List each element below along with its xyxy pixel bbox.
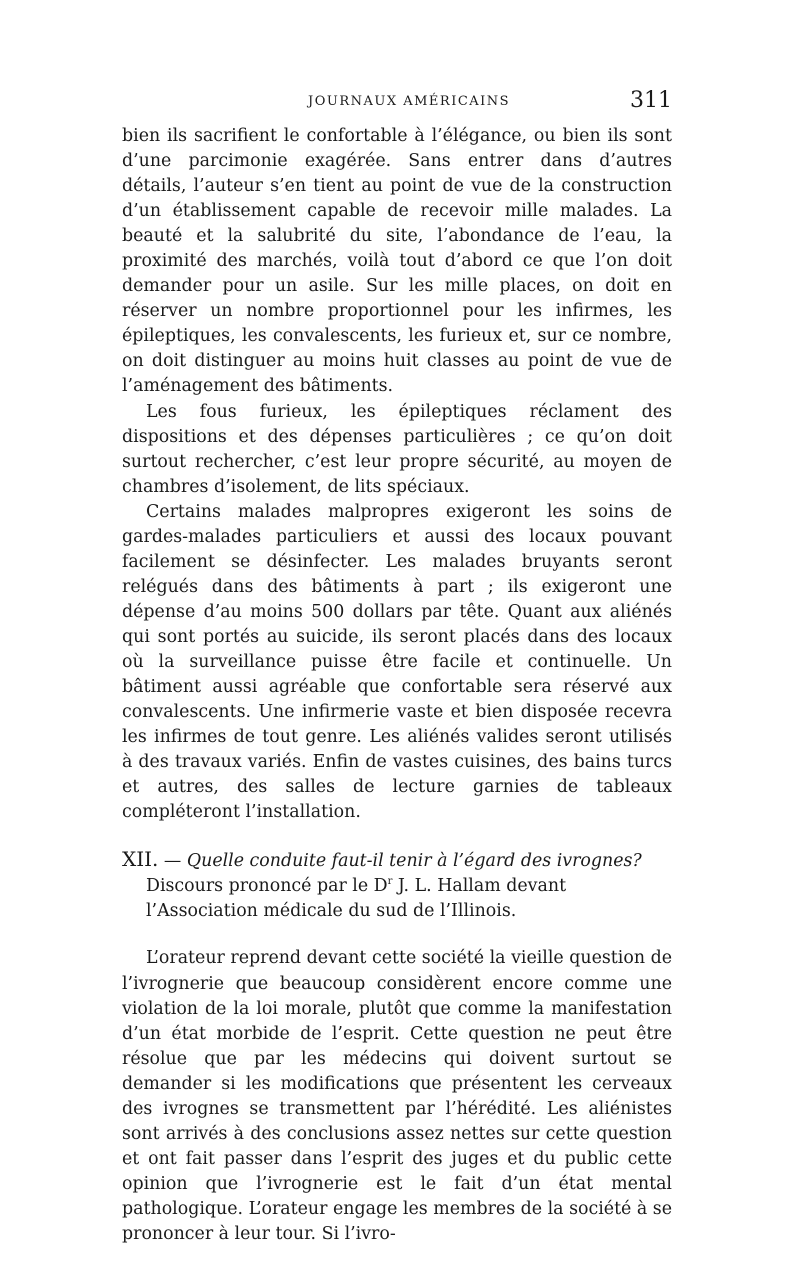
section-source: [122, 874, 672, 924]
section-spacer: [122, 924, 672, 946]
paragraph-drunkenness: L’orateur reprend devant cette société la vieille question de l’ivrognerie que beaucoup considèrent encore comme une violation de la loi morale, plutôt que comme la manifestation d’un état morbide de l’esprit. Cette question ne peut être résolue que par les médecins qui doivent surtout se demander si les modifications que présentent les cerveaux des ivrognes se transmettent par l’hérédité. Les aliénistes sont arrivés à des conclusions assez nettes sur cette question et ont fait passer dans l’esprit des juges et du public cette opinion que l’ivrognerie est le fait d’un état mental pathologique. L’orateur engage les membres de la société à se prononcer à leur tour. Si l’ivro-: [122, 948, 672, 1244]
section-source-text-before: Discours prononcé par le D: [146, 876, 388, 897]
book-page: [122, 88, 672, 1247]
section-heading: [122, 847, 672, 874]
section-dash: —: [158, 851, 187, 872]
paragraph-patient-categories: Certains malades malpropres exigeront les soins de gardes-malades particuliers et aussi des locaux pouvant facilement se désinfecter. Les malades bruyants seront relégués dans des bâtiments à part ; ils exigeront une dépense d’au moins 500 dollars par tête. Quant aux aliénés qui sont portés au suicide, ils seront placés dans des locaux où la surveillance puisse être facile et continuelle. Un bâtiment aussi agréable que confortable sera réservé aux convalescents. Une infirmerie vaste et bien disposée recevra les infirmes de tout genre. Les aliénés valides seront utilisés à des travaux variés. Enfin de vastes cuisines, des bains turcs et autres, des salles de lecture garnies de tableaux compléteront l’installation.: [122, 501, 672, 823]
page-header: [122, 88, 672, 124]
section-title: Quelle conduite faut-il tenir à l’égard des ivrognes?: [186, 851, 642, 872]
running-title: JOURNAUX AMÉRICAINS: [308, 94, 511, 109]
section-source-superscript: r: [387, 876, 393, 888]
page-number: 311: [630, 88, 672, 113]
section-number: XII.: [122, 847, 159, 872]
paragraph-asylum-construction: bien ils sacrifient le confortable à l’élégance, ou bien ils sont d’une parcimonie exagérée. Sans entrer dans d’autres détails, l’auteur s’en tient au point de vue de la construction d’un établissement capable de recevoir mille malades. La beauté et la salubrité du site, l’abondance de l’eau, la proximité des marchés, voilà tout d’abord ce que l’on doit demander pour un asile. Sur les mille places, on doit en réserver un nombre proportionnel pour les infirmes, les épileptiques, les convalescents, les furieux et, sur ce nombre, on doit distinguer au moins huit classes au point de vue de l’aménagement des bâtiments.: [122, 126, 672, 397]
section-source-text-after: J. L. Hallam devant l’Association médicale du sud de l’Illinois.: [146, 876, 567, 922]
paragraph-violent-patients: Les fous furieux, les épileptiques réclament des dispositions et des dépenses particulières ; ce qu’on doit surtout rechercher, c’est leur propre sécurité, au moyen de chambres d’isolement, de lits spéciaux.: [122, 401, 672, 497]
